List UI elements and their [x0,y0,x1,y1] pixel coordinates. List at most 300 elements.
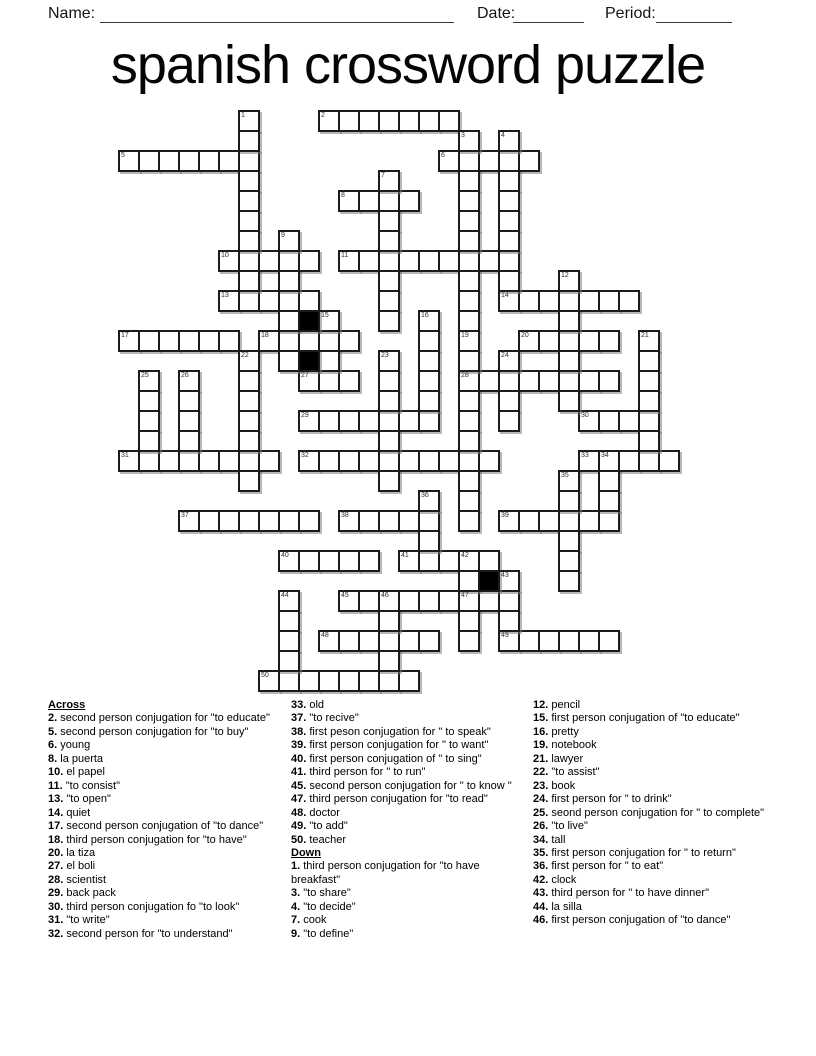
grid-cell [318,110,340,132]
grid-cell [358,550,380,572]
grid-cell [238,250,260,272]
grid-cell [458,410,480,432]
clue-item: 18. third person conjugation for "to have" [48,833,247,846]
black-cell [478,570,500,592]
grid-cell [498,370,520,392]
grid-cell [458,610,480,632]
grid-cell [498,210,520,232]
grid-cell [398,630,420,652]
cell-number: 15 [321,312,329,319]
grid-cell [338,190,360,212]
grid-cell [478,590,500,612]
grid-cell [218,510,240,532]
grid-cell [578,510,600,532]
grid-cell [518,290,540,312]
grid-cell [498,570,520,592]
grid-cell [598,410,620,432]
name-label: Name: [48,5,96,22]
grid-cell [318,670,340,692]
grid-cell [378,190,400,212]
clue-item: 23. book [533,779,576,792]
grid-cell [438,250,460,272]
grid-cell [358,510,380,532]
grid-cell [158,450,180,472]
grid-cell [258,510,280,532]
clue-item: 33. old [291,699,325,711]
grid-cell [438,590,460,612]
grid-cell [358,670,380,692]
grid-cell [158,150,180,172]
grid-cell [558,350,580,372]
cell-number: 18 [261,332,269,339]
grid-cell [458,310,480,332]
clue-item: 12. pencil [533,699,581,711]
clue-item: 31. "to write" [48,914,110,927]
grid-cell [178,410,200,432]
grid-cell [238,230,260,252]
grid-cell [178,450,200,472]
grid-cell [178,330,200,352]
clue-item: 39. first person conjugation for " to want" [291,739,489,752]
grid-cell [278,250,300,272]
grid-cell [278,650,300,672]
grid-cell [398,510,420,532]
clue-column-across [48,699,288,941]
black-cell [298,350,320,372]
cell-number: 5 [121,152,125,159]
grid-cell [158,330,180,352]
clue-item: 26. "to live" [533,820,588,833]
cell-number: 31 [121,452,129,459]
grid-cell [638,410,660,432]
cell-number: 25 [141,372,149,379]
cell-number: 4 [501,132,505,139]
grid-cell [418,490,440,512]
grid-cell [438,550,460,572]
grid-cell [398,410,420,432]
grid-cell [298,410,320,432]
grid-cell [378,110,400,132]
grid-cell [318,630,340,652]
grid-cell [478,550,500,572]
cell-number: 46 [381,592,389,599]
grid-cell [578,630,600,652]
grid-cell [318,330,340,352]
grid-cell [238,470,260,492]
grid-cell [478,450,500,472]
grid-cell [298,290,320,312]
grid-cell [598,290,620,312]
grid-cell [298,510,320,532]
grid-cell [338,370,360,392]
grid-cell [238,270,260,292]
clue-item: 6. young [48,739,91,752]
grid-cell [338,510,360,532]
grid-cell [498,590,520,612]
clue-item: 27. el boli [48,860,96,873]
grid-cell [118,150,140,172]
grid-cell [218,330,240,352]
clue-item: 43. third person for " to have dinner" [533,887,709,900]
grid-cell [238,450,260,472]
grid-cell [458,470,480,492]
grid-cell [198,150,220,172]
grid-cell [238,350,260,372]
grid-cell [478,250,500,272]
grid-cell [498,390,520,412]
grid-cell [398,590,420,612]
grid-cell [378,250,400,272]
grid-cell [458,190,480,212]
name-blank-line [100,5,454,23]
grid-cell [498,350,520,372]
grid-cell [578,370,600,392]
grid-cell [538,290,560,312]
cell-number: 22 [241,352,249,359]
grid-cell [338,550,360,572]
grid-cell [378,650,400,672]
grid-cell [378,170,400,192]
cell-number: 21 [641,332,649,339]
grid-cell [458,430,480,452]
grid-cell [378,370,400,392]
grid-cell [598,470,620,492]
grid-cell [178,430,200,452]
grid-cell [338,590,360,612]
grid-cell [238,290,260,312]
grid-cell [618,290,640,312]
grid-cell [278,550,300,572]
clue-item: 5. second person conjugation for "to buy" [48,725,249,738]
cell-number: 26 [181,372,189,379]
grid-cell [178,150,200,172]
clue-item: 50. teacher [291,833,347,846]
cell-number: 45 [341,592,349,599]
clue-item: 41. third person for " to run" [291,766,426,779]
clue-item: 14. quiet [48,806,91,819]
clue-item: 30. third person conjugation fo "to look" [48,900,240,913]
grid-cell [378,590,400,612]
clue-item: 21. lawyer [533,752,584,765]
grid-cell [458,290,480,312]
grid-cell [318,410,340,432]
clue-item: 7. cook [291,914,327,927]
grid-cell [318,350,340,372]
grid-cell [578,450,600,472]
grid-cell [478,370,500,392]
clue-item: 1. third person conjugation for "to have breakfast" [291,860,480,886]
grid-cell [518,630,540,652]
grid-cell [278,510,300,532]
cell-number: 28 [461,372,469,379]
grid-cell [358,250,380,272]
clue-item: 15. first person conjugation of "to educate" [533,712,740,725]
cell-number: 8 [341,192,345,199]
clue-item: 22. "to assist" [533,766,600,779]
grid-cell [558,310,580,332]
clue-item: 4. "to decide" [291,900,356,913]
grid-cell [318,310,340,332]
grid-cell [398,670,420,692]
grid-cell [138,150,160,172]
grid-cell [178,390,200,412]
cell-number: 13 [221,292,229,299]
grid-cell [358,450,380,472]
grid-cell [278,630,300,652]
grid-cell [578,290,600,312]
grid-cell [538,330,560,352]
grid-cell [458,250,480,272]
grid-cell [458,210,480,232]
grid-cell [198,450,220,472]
clue-item: 24. first person for " to drink" [533,793,672,806]
grid-cell [618,410,640,432]
grid-cell [378,290,400,312]
date-label: Date: [477,5,516,22]
clue-item: 44. la silla [533,900,582,913]
clue-item: 38. first peson conjugation for " to speak" [291,725,491,738]
clue-item: 42. clock [533,873,577,886]
cell-number: 27 [301,372,309,379]
grid-cell [238,410,260,432]
grid-cell [558,530,580,552]
grid-cell [378,610,400,632]
cell-number: 36 [421,492,429,499]
grid-cell [298,450,320,472]
grid-cell [338,450,360,472]
grid-cell [498,510,520,532]
grid-cell [418,510,440,532]
clue-column-down [533,699,773,928]
grid-cell [258,290,280,312]
grid-cell [358,590,380,612]
grid-cell [118,330,140,352]
clue-item: 10. el papel [48,766,105,779]
grid-cell [458,510,480,532]
grid-cell [378,470,400,492]
clue-item: 2. second person conjugation for "to educate" [48,712,270,725]
cell-number: 38 [341,512,349,519]
clue-item: 35. first person conjugation for " to return" [533,846,736,859]
grid-cell [178,510,200,532]
grid-cell [558,490,580,512]
grid-cell [498,190,520,212]
cell-number: 44 [281,592,289,599]
cell-number: 50 [261,672,269,679]
cell-number: 41 [401,552,409,559]
grid-cell [278,310,300,332]
grid-cell [138,330,160,352]
grid-cell [258,670,280,692]
grid-cell [438,150,460,172]
grid-cell [378,450,400,472]
grid-cell [398,110,420,132]
clue-item: 20. la tiza [48,846,96,859]
cell-number: 23 [381,352,389,359]
grid-cell [638,370,660,392]
grid-cell [458,370,480,392]
grid-cell [518,150,540,172]
grid-cell [598,330,620,352]
grid-cell [498,170,520,192]
grid-cell [498,610,520,632]
grid-cell [498,290,520,312]
crossword-grid [118,110,680,692]
cell-number: 32 [301,452,309,459]
grid-cell [238,110,260,132]
grid-cell [618,450,640,472]
grid-cell [298,550,320,572]
cell-number: 20 [521,332,529,339]
grid-cell [338,410,360,432]
clue-item: 9. "to define" [291,927,354,940]
cell-number: 29 [301,412,309,419]
cell-number: 7 [381,172,385,179]
grid-cell [458,170,480,192]
grid-cell [558,290,580,312]
grid-cell [138,370,160,392]
grid-cell [238,130,260,152]
grid-cell [498,150,520,172]
clue-item: 40. first person conjugation of " to sing" [291,752,482,765]
cell-number: 2 [321,112,325,119]
cell-number: 30 [581,412,589,419]
grid-cell [318,370,340,392]
grid-cell [418,550,440,572]
grid-cell [338,110,360,132]
grid-cell [478,150,500,172]
cell-number: 17 [121,332,129,339]
cell-number: 9 [281,232,285,239]
cell-number: 40 [281,552,289,559]
grid-cell [238,510,260,532]
grid-cell [278,230,300,252]
clue-item: 49. "to add" [291,820,348,833]
grid-cell [598,450,620,472]
grid-cell [498,250,520,272]
grid-cell [238,150,260,172]
grid-cell [638,430,660,452]
grid-cell [418,390,440,412]
cell-number: 14 [501,292,509,299]
period-label: Period: [605,5,656,22]
grid-cell [218,450,240,472]
cell-number: 33 [581,452,589,459]
grid-cell [198,330,220,352]
cell-number: 47 [461,592,469,599]
cell-number: 34 [601,452,609,459]
grid-cell [458,130,480,152]
clue-item: 46. first person conjugation of "to dance" [533,914,731,927]
grid-cell [458,350,480,372]
black-cell [298,310,320,332]
cell-number: 6 [441,152,445,159]
grid-cell [278,290,300,312]
grid-cell [398,450,420,472]
grid-cell [338,250,360,272]
grid-cell [458,630,480,652]
clue-item: 13. "to open" [48,793,111,806]
clue-item: 45. second person conjugation for " to know " [291,779,512,792]
grid-cell [338,670,360,692]
grid-cell [538,370,560,392]
grid-cell [418,450,440,472]
grid-cell [178,370,200,392]
grid-cell [378,430,400,452]
grid-cell [498,130,520,152]
grid-cell [578,330,600,352]
grid-cell [418,350,440,372]
grid-cell [278,670,300,692]
cell-number: 42 [461,552,469,559]
grid-cell [398,190,420,212]
grid-cell [338,330,360,352]
grid-cell [378,390,400,412]
grid-cell [358,110,380,132]
clue-item: 47. third person conjugation for "to read" [291,793,488,806]
grid-cell [138,410,160,432]
cell-number: 19 [461,332,469,339]
grid-cell [498,630,520,652]
grid-cell [558,270,580,292]
grid-cell [418,530,440,552]
grid-cell [438,450,460,472]
grid-cell [298,370,320,392]
grid-cell [558,550,580,572]
grid-cell [558,370,580,392]
grid-cell [558,510,580,532]
cell-number: 1 [241,112,245,119]
grid-cell [138,450,160,472]
date-blank-line [513,5,584,23]
cell-number: 12 [561,272,569,279]
grid-cell [558,570,580,592]
grid-cell [378,410,400,432]
grid-cell [378,510,400,532]
grid-cell [578,410,600,432]
clue-item: 3. "to share" [291,887,351,900]
cell-number: 24 [501,352,509,359]
grid-cell [558,470,580,492]
grid-cell [638,350,660,372]
grid-cell [378,670,400,692]
cell-number: 49 [501,632,509,639]
grid-cell [438,110,460,132]
grid-cell [238,390,260,412]
grid-cell [458,570,480,592]
clue-item: 8. la puerta [48,752,104,765]
grid-cell [498,270,520,292]
grid-cell [658,450,680,472]
grid-cell [138,430,160,452]
grid-cell [218,290,240,312]
grid-cell [518,330,540,352]
clue-item: 36. first person for " to eat" [533,860,664,873]
grid-cell [498,410,520,432]
period-blank-line [656,5,732,23]
grid-cell [278,590,300,612]
grid-cell [638,390,660,412]
grid-cell [278,330,300,352]
cell-number: 39 [501,512,509,519]
grid-cell [638,450,660,472]
grid-cell [338,630,360,652]
grid-cell [378,210,400,232]
grid-cell [258,450,280,472]
cell-number: 35 [561,472,569,479]
grid-cell [458,450,480,472]
clue-item: 37. "to recive" [291,712,359,725]
